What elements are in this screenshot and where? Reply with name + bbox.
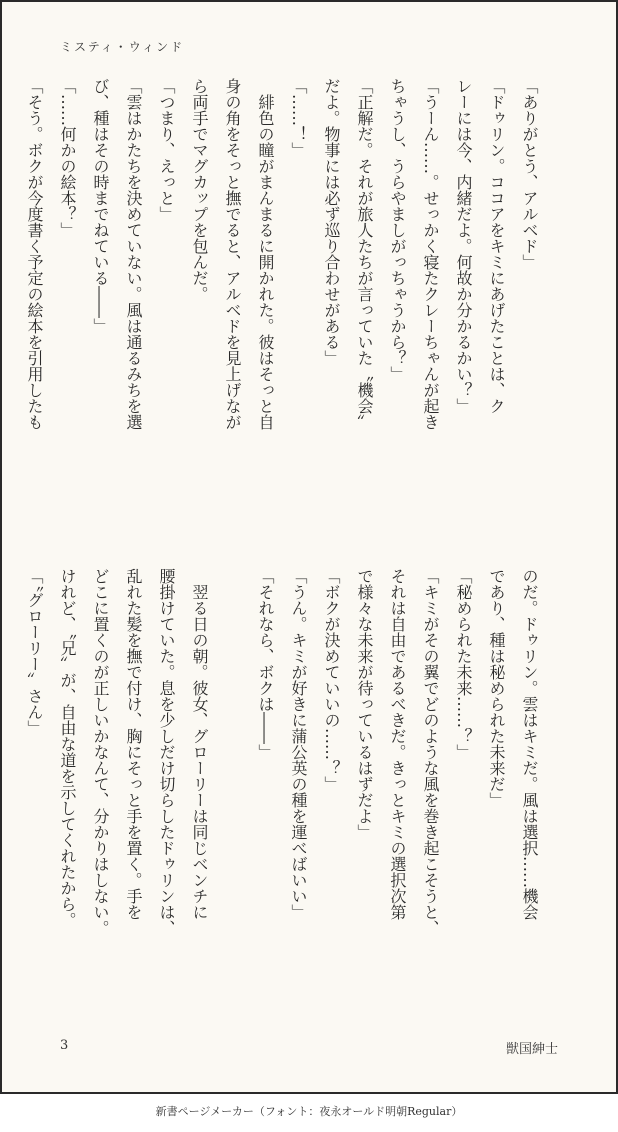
text-line: 「雲はかたちを決めていない。風は通るみちを選 bbox=[124, 78, 143, 430]
text-line: 「そう。ボクが今度書く予定の絵本を引用したも bbox=[25, 78, 44, 430]
text-line: のだ。ドゥリン。雲はキミだ。風は選択……機会 bbox=[520, 568, 539, 920]
body-text-bottom bbox=[25, 568, 546, 1016]
generator-caption: 新書ページメーカー（フォント：夜永オールド明朝Regular） bbox=[155, 1105, 463, 1118]
text-line: 「……！」 bbox=[289, 78, 308, 158]
text-line: 「うーん……。せっかく寝たクレーちゃんが起き bbox=[421, 78, 440, 430]
text-line: 腰掛けていた。息を少しだけ切らしたドゥリンは、 bbox=[157, 568, 176, 936]
text-line: 「ボクが決めていいの……？」 bbox=[322, 568, 341, 792]
text-line: 「キミがその翼でどのような風を巻き起こそうと、 bbox=[421, 568, 440, 936]
text-line: だよ。物事には必ず巡り合わせがある」 bbox=[322, 78, 341, 366]
text-line: 「〝グローリー〞さん」 bbox=[25, 568, 44, 736]
text-line: 緋色の瞳がまんまるに開かれた。彼はそっと自 bbox=[256, 78, 275, 430]
text-line: であり、種は秘められた未来だ」 bbox=[487, 568, 506, 808]
author-name: 獣国紳士 bbox=[505, 1042, 558, 1057]
page-number: 3 bbox=[60, 1038, 69, 1053]
text-line: ら両手でマグカップを包んだ。 bbox=[190, 78, 209, 302]
text-line: 「正解だ。それが旅人たちが言っていた〝機会〞 bbox=[355, 78, 374, 430]
text-line: ちゃうし、うらやましがっちゃうから？」 bbox=[388, 78, 407, 382]
text-line: び、種はその時までねている――」 bbox=[91, 78, 110, 334]
text-line: 翌る日の朝。彼女、グローリーは同じベンチに bbox=[190, 568, 209, 920]
text-line: で様々な未来が待っているはずだよ」 bbox=[355, 568, 374, 840]
text-line: 「ドゥリン。ココアをキミにあげたことは、ク bbox=[487, 78, 506, 414]
text-line: 「うん。キミが好きに蒲公英の種を運べばいい」 bbox=[289, 568, 308, 920]
text-line: 「ありがとう、アルベド」 bbox=[520, 78, 539, 270]
text-line bbox=[216, 568, 249, 1016]
text-line: レーには今、内緒だよ。何故か分かるかい？」 bbox=[454, 78, 473, 414]
text-line: 「つまり、えっと」 bbox=[157, 78, 176, 222]
text-line: 乱れた髪を撫で付け、胸にそっと手を置く。手を bbox=[124, 568, 143, 920]
text-line: どこに置くのが正しいかなんて、分かりはしない。 bbox=[91, 568, 110, 936]
text-line: それは自由であるべきだ。きっとキミの選択次第 bbox=[388, 568, 407, 920]
text-line: 「……何かの絵本？」 bbox=[58, 78, 77, 238]
body-text-top bbox=[25, 78, 546, 528]
text-line: けれど、〝兄〞が、自由な道を示してくれたから。 bbox=[58, 568, 77, 928]
text-line: 身の角をそっと撫でると、アルベドを見上げなが bbox=[223, 78, 242, 430]
running-header-title: ミスティ・ウィンド bbox=[60, 40, 185, 54]
text-line: 「それなら、ボクは――」 bbox=[256, 568, 275, 760]
text-line: 「秘められた未来……？」 bbox=[454, 568, 473, 760]
